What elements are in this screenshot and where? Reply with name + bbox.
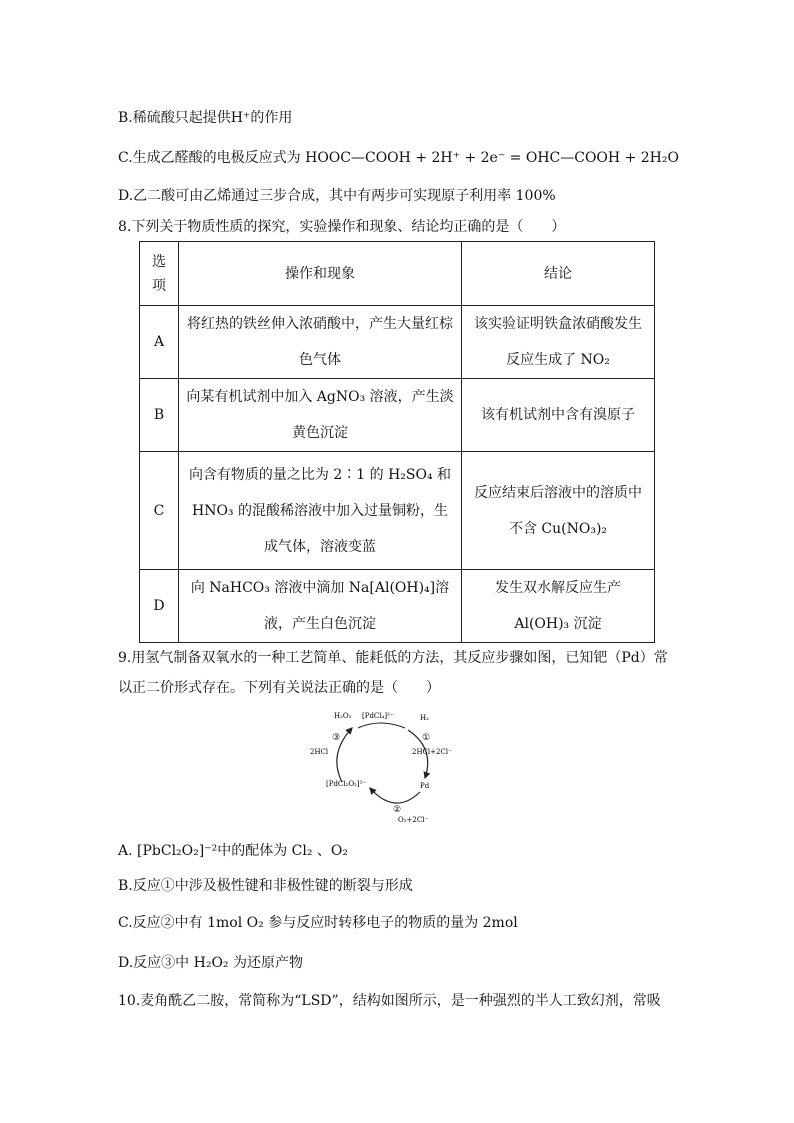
question-9-option-a: A. [PbCl₂O₂]⁻²中的配体为 Cl₂ 、O₂ <box>118 843 349 859</box>
question-9-option-c: C.反应②中有 1mol O₂ 参与反应时转移电子的物质的量为 2mol <box>118 915 518 931</box>
question-9-stem-line-2: 以正二价形式存在。下列有关说法正确的是（ ） <box>118 680 440 696</box>
row-conclusion-line: 不含 Cu(NO₃)₂ <box>508 520 608 537</box>
row-operation <box>179 306 462 379</box>
row-conclusion-line: 该实验证明铁盒浓硝酸发生 <box>474 316 642 332</box>
header-conclusion: 结论 <box>462 242 655 306</box>
label-h2o2: H₂O₂ <box>334 712 352 720</box>
table-row <box>140 452 655 570</box>
label-hcl-right: 2HCl+2Cl⁻ <box>412 748 452 756</box>
row-option: A <box>140 306 179 379</box>
question-8-stem: 8.下列关于物质性质的探究，实验操作和现象、结论均正确的是（ ） <box>118 219 566 235</box>
row-conclusion-line: 反应结束后溶液中的溶质中 <box>474 484 642 501</box>
row-conclusion: 该有机试剂中含有溴原子 <box>462 379 655 452</box>
row-operation-line: 向含有物质的量之比为 2∶1 的 H₂SO₄ 和 <box>188 466 452 483</box>
question-8-table <box>139 241 655 643</box>
question-9-option-b: B.反应①中涉及极性键和非极性键的断裂与形成 <box>118 878 413 894</box>
table-row <box>140 379 655 452</box>
header-operation: 操作和现象 <box>179 242 462 306</box>
option-c-line: C.生成乙醛酸的电极反应式为 HOOC—COOH + 2H⁺ + 2e⁻ = OHC—COOH + 2H₂O <box>118 150 679 166</box>
header-option <box>140 242 179 306</box>
label-pdcl2o2: [PdCl₂O₂]²⁻ <box>326 780 367 788</box>
label-hcl-left: 2HCl <box>310 748 329 756</box>
question-10-stem: 10.麦角酰乙二胺，常简称为“LSD”，结构如图所示，是一种强烈的半人工致幻剂，常吸 <box>118 993 661 1009</box>
row-conclusion <box>462 452 655 570</box>
label-pd: Pd <box>420 782 430 790</box>
row-operation-line: HNO₃ 的混酸稀溶液中加入过量铜粉，生 <box>192 502 448 519</box>
cycle-arc-top <box>358 723 405 728</box>
question-9-option-d: D.反应③中 H₂O₂ 为还原产物 <box>118 955 303 971</box>
cycle-arc-bottom <box>370 788 420 803</box>
label-pdcl4: [PdCl₄]²⁻ <box>362 712 394 720</box>
label-step3: ③ <box>332 733 341 743</box>
row-operation-line: 向某有机试剂中加入 AgNO₃ 溶液，产生淡 <box>186 389 454 405</box>
option-d-line: D.乙二酸可由乙烯通过三步合成，其中有两步可实现原子利用率 100% <box>118 188 556 204</box>
row-conclusion-line: 反应生成了 NO₂ <box>506 352 610 368</box>
option-b-line: B.稀硫酸只起提供H⁺的作用 <box>118 110 293 126</box>
row-conclusion <box>462 570 655 643</box>
header-option-char-2: 项 <box>152 277 166 294</box>
row-operation-line: 色气体 <box>299 352 341 368</box>
row-conclusion-line: 发生双水解反应生产 <box>495 580 621 596</box>
label-step2: ② <box>393 805 402 815</box>
row-operation <box>179 452 462 570</box>
table-header-row <box>140 242 655 306</box>
label-step1: ① <box>422 733 431 743</box>
label-o2: O₂+2Cl⁻ <box>398 816 429 824</box>
table-row <box>140 306 655 379</box>
row-conclusion <box>462 306 655 379</box>
row-conclusion-line: Al(OH)₃ 沉淀 <box>514 616 602 632</box>
row-operation <box>179 570 462 643</box>
row-operation <box>179 379 462 452</box>
reaction-cycle-diagram <box>300 706 460 826</box>
question-9-stem-line-1: 9.用氢气制备双氧水的一种工艺简单、能耗低的方法，其反应步骤如图，已知钯（Pd）常 <box>118 650 668 666</box>
label-h2: H₂ <box>420 714 429 722</box>
row-operation-line: 液，产生白色沉淀 <box>264 616 376 632</box>
row-operation-line: 黄色沉淀 <box>292 425 348 441</box>
header-option-char-1: 选 <box>152 253 166 270</box>
table-row <box>140 570 655 643</box>
row-option: C <box>140 452 179 570</box>
row-operation-line: 将红热的铁丝伸入浓硝酸中，产生大量红棕 <box>187 316 453 332</box>
row-option: B <box>140 379 179 452</box>
row-operation-line: 向 NaHCO₃ 溶液中滴加 Na[Al(OH)₄]溶 <box>190 580 450 596</box>
row-option: D <box>140 570 179 643</box>
row-operation-line: 成气体，溶液变蓝 <box>264 538 376 555</box>
